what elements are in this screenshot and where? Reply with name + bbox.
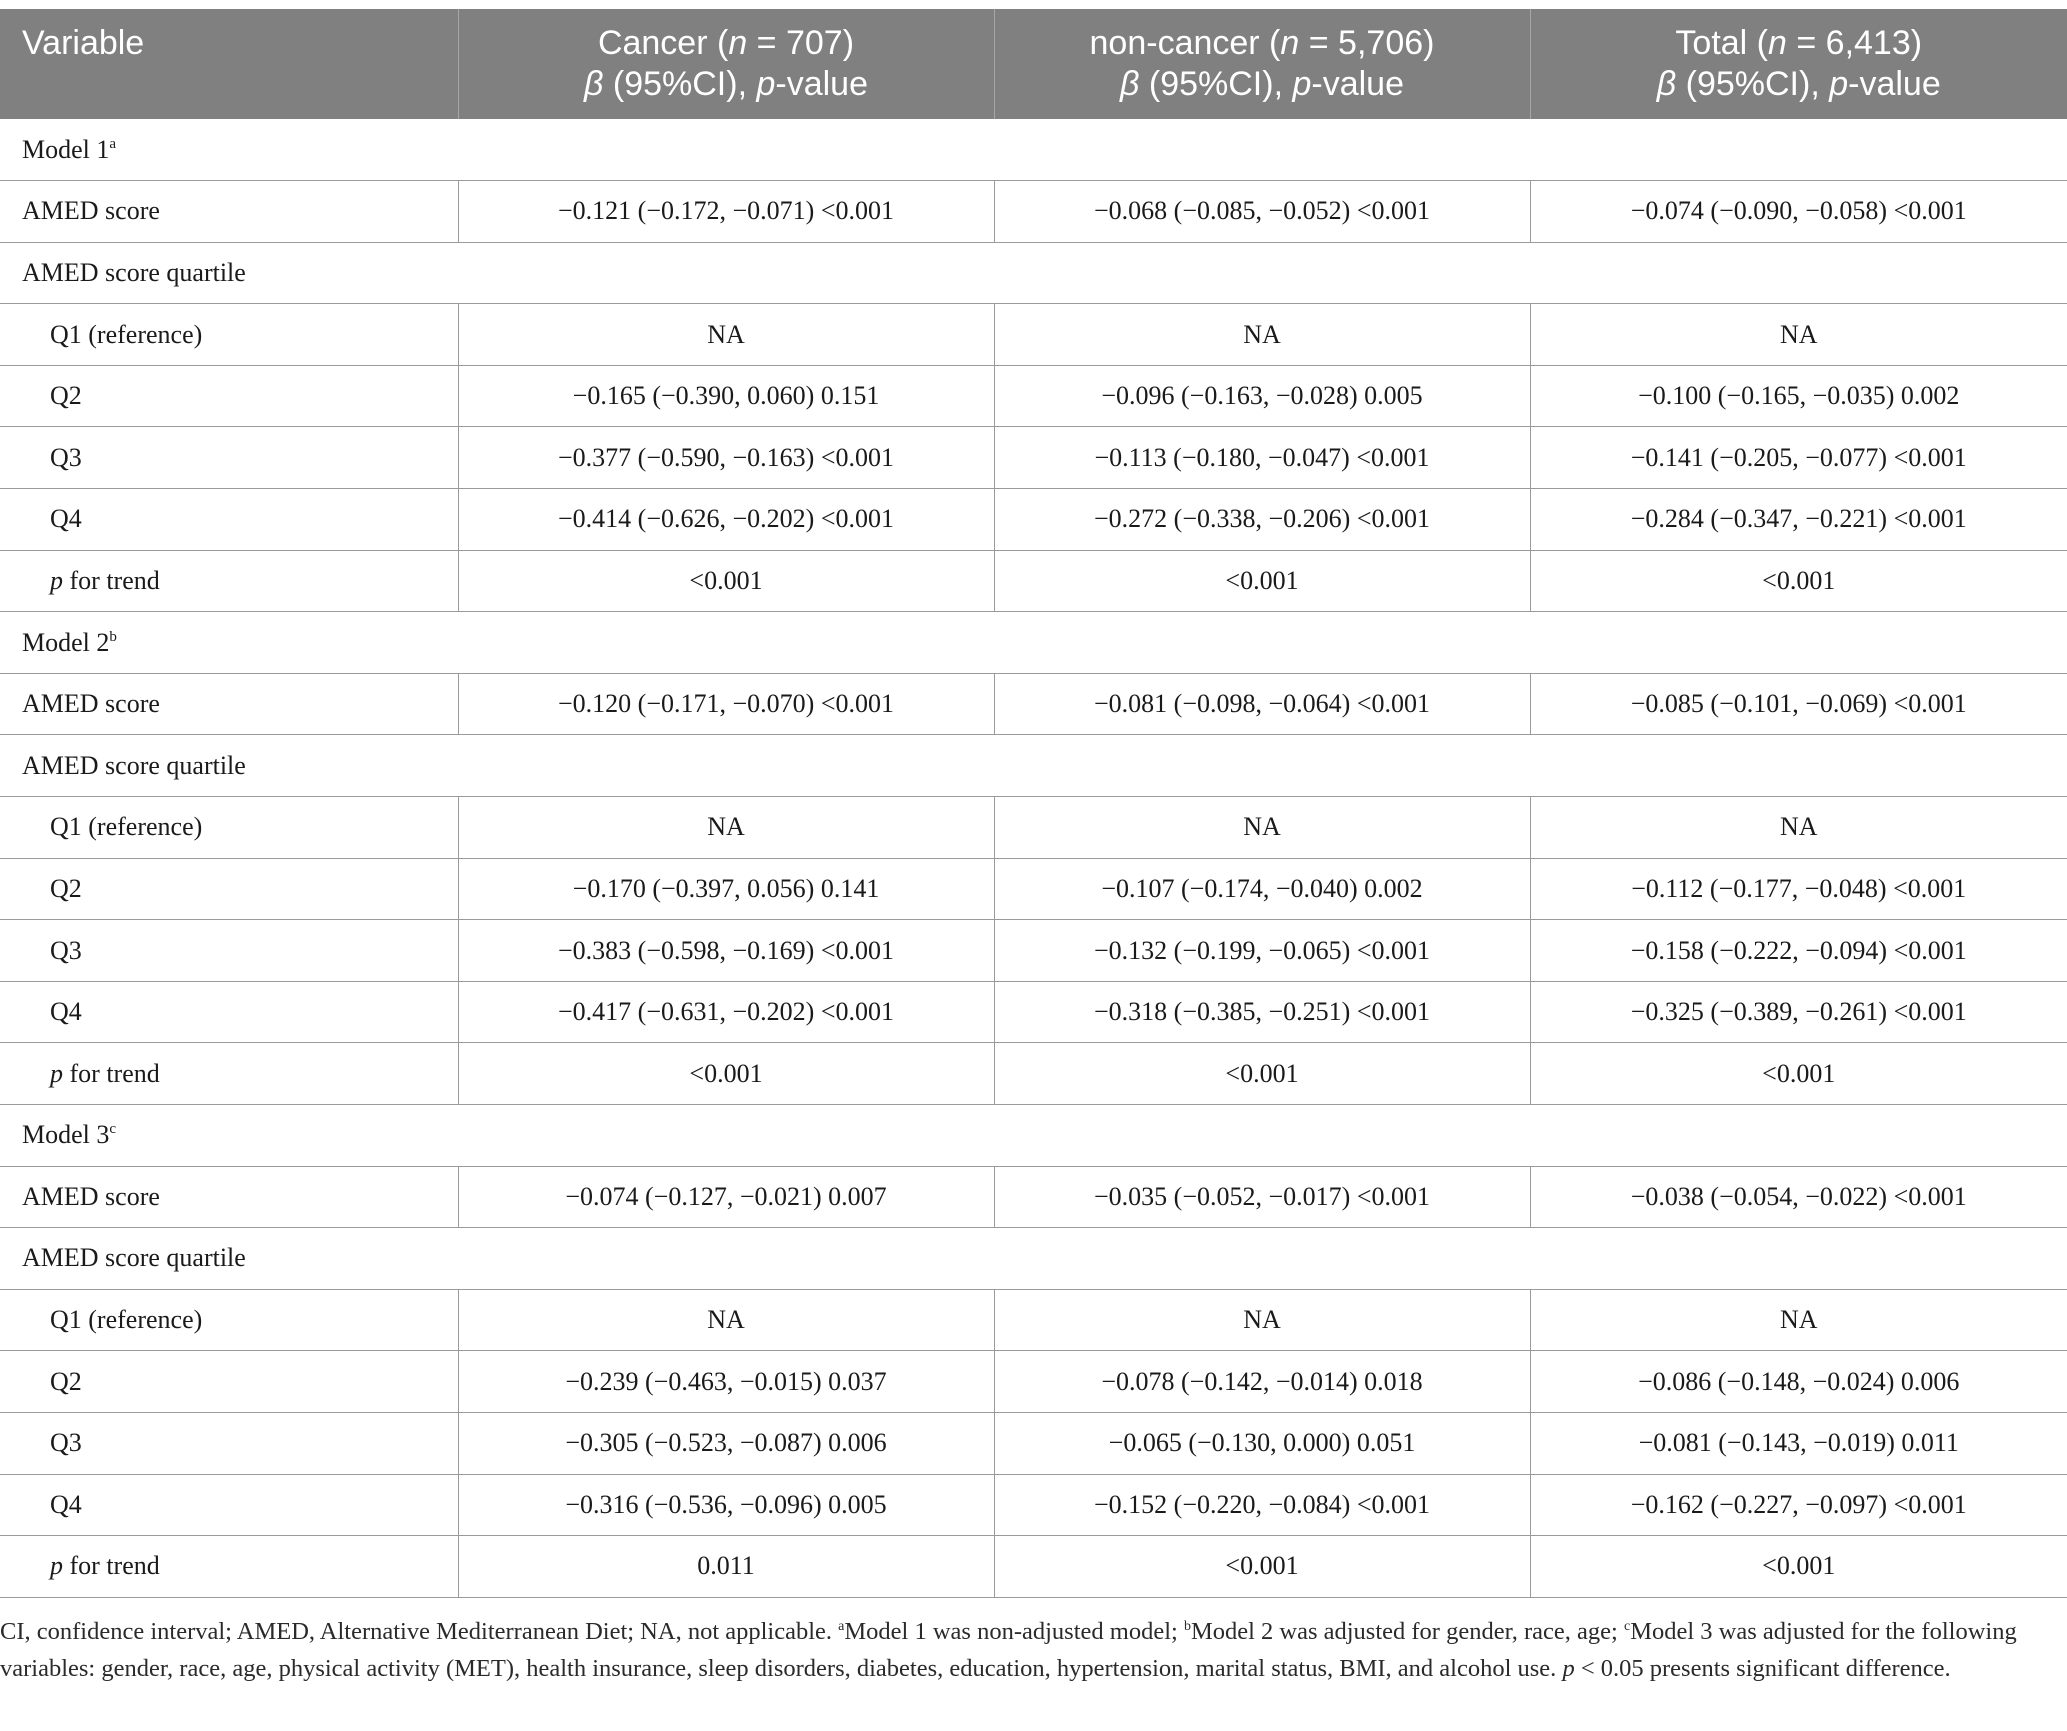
cell-non-cancer: −0.065 (−0.130, 0.000) 0.051: [994, 1412, 1530, 1474]
cell-cancer: −0.165 (−0.390, 0.060) 0.151: [458, 365, 994, 427]
row-label-text: Q3: [50, 1428, 82, 1458]
table-row: [0, 1412, 2067, 1474]
table-row: [0, 981, 2067, 1043]
section-label-text: Model 3: [22, 1120, 110, 1150]
cell-non-cancer: −0.132 (−0.199, −0.065) <0.001: [994, 920, 1530, 982]
section-row: [0, 735, 2067, 797]
section-label: [0, 1105, 2067, 1167]
footnote-italic: p: [1562, 1655, 1575, 1682]
row-label-text: Q1 (reference): [50, 1305, 203, 1335]
row-label-text: Q3: [50, 442, 82, 472]
cell-non-cancer: −0.096 (−0.163, −0.028) 0.005: [994, 365, 1530, 427]
cell-total: −0.141 (−0.205, −0.077) <0.001: [1530, 427, 2067, 489]
row-label-text: Q4: [50, 504, 82, 534]
row-label: [0, 920, 458, 982]
cell-non-cancer: <0.001: [994, 1536, 1530, 1598]
cell-non-cancer: −0.272 (−0.338, −0.206) <0.001: [994, 489, 1530, 551]
row-label: [0, 1412, 458, 1474]
footnote-marker: c: [109, 1121, 117, 1138]
section-label-text: Model 1: [22, 134, 110, 164]
row-label-text: for trend: [63, 1058, 160, 1088]
row-label-text: AMED score: [22, 196, 160, 226]
header-non-cancer: non-cancer (n = 5,706) β (95%CI), p-value: [994, 9, 1530, 119]
cell-cancer: −0.120 (−0.171, −0.070) <0.001: [458, 673, 994, 735]
table-row: [0, 1351, 2067, 1413]
section-label: [0, 612, 2067, 674]
cell-total: NA: [1530, 304, 2067, 366]
footnote-text: < 0.05 presents significant difference.: [1574, 1655, 1951, 1682]
section-row: [0, 242, 2067, 304]
cell-non-cancer: <0.001: [994, 550, 1530, 612]
cell-cancer: −0.417 (−0.631, −0.202) <0.001: [458, 981, 994, 1043]
header-cancer: Cancer (n = 707) β (95%CI), p-value: [458, 9, 994, 119]
footnote-marker: c: [1623, 1619, 1631, 1634]
header-variable: Variable: [0, 9, 458, 119]
row-label-text: AMED score: [22, 1181, 160, 1211]
table-row: [0, 1043, 2067, 1105]
cell-cancer: −0.074 (−0.127, −0.021) 0.007: [458, 1166, 994, 1228]
section-label: [0, 242, 2067, 304]
row-label: [0, 673, 458, 735]
cell-total: <0.001: [1530, 1536, 2067, 1598]
cell-non-cancer: NA: [994, 1289, 1530, 1351]
table-row: [0, 427, 2067, 489]
cell-total: −0.162 (−0.227, −0.097) <0.001: [1530, 1474, 2067, 1536]
row-label: [0, 1166, 458, 1228]
cell-cancer: −0.414 (−0.626, −0.202) <0.001: [458, 489, 994, 551]
row-label-text: Q4: [50, 1489, 82, 1519]
cell-total: <0.001: [1530, 1043, 2067, 1105]
footnote-text: Model 1 was non-adjusted model;: [844, 1618, 1184, 1645]
cell-cancer: <0.001: [458, 1043, 994, 1105]
cell-non-cancer: −0.035 (−0.052, −0.017) <0.001: [994, 1166, 1530, 1228]
table-body: [0, 119, 2067, 1597]
cell-cancer: −0.305 (−0.523, −0.087) 0.006: [458, 1412, 994, 1474]
row-label-text: AMED score: [22, 689, 160, 719]
row-label-italic: p: [50, 1058, 63, 1088]
section-label-text: AMED score quartile: [22, 257, 246, 287]
row-label-text: Q1 (reference): [50, 319, 203, 349]
section-label: [0, 119, 2067, 181]
row-label-text: Q2: [50, 1366, 82, 1396]
cell-non-cancer: −0.081 (−0.098, −0.064) <0.001: [994, 673, 1530, 735]
cell-cancer: −0.383 (−0.598, −0.169) <0.001: [458, 920, 994, 982]
row-label-text: Q2: [50, 873, 82, 903]
row-label: [0, 858, 458, 920]
table-row: [0, 1474, 2067, 1536]
cell-non-cancer: −0.107 (−0.174, −0.040) 0.002: [994, 858, 1530, 920]
cell-total: NA: [1530, 797, 2067, 859]
cell-cancer: −0.121 (−0.172, −0.071) <0.001: [458, 181, 994, 243]
table-row: [0, 858, 2067, 920]
footnote-marker: a: [109, 135, 117, 152]
cell-total: −0.081 (−0.143, −0.019) 0.011: [1530, 1412, 2067, 1474]
cell-cancer: <0.001: [458, 550, 994, 612]
cell-cancer: −0.170 (−0.397, 0.056) 0.141: [458, 858, 994, 920]
header-row: [0, 9, 2067, 119]
cell-non-cancer: −0.318 (−0.385, −0.251) <0.001: [994, 981, 1530, 1043]
table-header: [0, 9, 2067, 119]
section-label-text: Model 2: [22, 627, 110, 657]
table-row: [0, 1536, 2067, 1598]
section-label-text: AMED score quartile: [22, 750, 246, 780]
table-row: [0, 181, 2067, 243]
table-row: [0, 550, 2067, 612]
section-label-text: AMED score quartile: [22, 1243, 246, 1273]
cell-total: NA: [1530, 1289, 2067, 1351]
row-label: [0, 981, 458, 1043]
row-label: [0, 1536, 458, 1598]
cell-total: −0.074 (−0.090, −0.058) <0.001: [1530, 181, 2067, 243]
row-label-text: Q1 (reference): [50, 812, 203, 842]
row-label-text: for trend: [63, 565, 160, 595]
section-row: [0, 612, 2067, 674]
cell-cancer: −0.377 (−0.590, −0.163) <0.001: [458, 427, 994, 489]
header-total: Total (n = 6,413) β (95%CI), p-value: [1656, 24, 1941, 103]
cell-total: −0.100 (−0.165, −0.035) 0.002: [1530, 365, 2067, 427]
section-label: [0, 735, 2067, 797]
footnote-marker: a: [838, 1619, 845, 1634]
cell-total: <0.001: [1530, 550, 2067, 612]
cell-total: −0.284 (−0.347, −0.221) <0.001: [1530, 489, 2067, 551]
cell-non-cancer: NA: [994, 304, 1530, 366]
row-label: [0, 365, 458, 427]
cell-cancer: 0.011: [458, 1536, 994, 1598]
section-row: [0, 1105, 2067, 1167]
results-table: [0, 9, 2067, 1598]
cell-cancer: −0.316 (−0.536, −0.096) 0.005: [458, 1474, 994, 1536]
row-label: [0, 550, 458, 612]
table-row: [0, 489, 2067, 551]
footnote-text: Model 3 was adjusted for the following variables: gender, race, age, physical activity (MET), health insurance, sleep disorders, diabetes, education, hypertension, marital status, BMI, and alcohol use.: [0, 1618, 2017, 1682]
cell-non-cancer: NA: [994, 797, 1530, 859]
cell-cancer: −0.239 (−0.463, −0.015) 0.037: [458, 1351, 994, 1413]
footnote-marker: b: [1183, 1619, 1191, 1634]
table-row: [0, 797, 2067, 859]
row-label: [0, 1474, 458, 1536]
row-label: [0, 489, 458, 551]
cell-total: −0.158 (−0.222, −0.094) <0.001: [1530, 920, 2067, 982]
cell-non-cancer: −0.068 (−0.085, −0.052) <0.001: [994, 181, 1530, 243]
row-label-italic: p: [50, 565, 63, 595]
table-footnote: [0, 1613, 2050, 1687]
cell-total: −0.086 (−0.148, −0.024) 0.006: [1530, 1351, 2067, 1413]
row-label-text: Q2: [50, 381, 82, 411]
cell-non-cancer: <0.001: [994, 1043, 1530, 1105]
cell-total: −0.325 (−0.389, −0.261) <0.001: [1530, 981, 2067, 1043]
table-row: [0, 920, 2067, 982]
row-label-text: Q4: [50, 997, 82, 1027]
cell-cancer: NA: [458, 304, 994, 366]
table-row: [0, 673, 2067, 735]
cell-total: −0.112 (−0.177, −0.048) <0.001: [1530, 858, 2067, 920]
cell-non-cancer: −0.152 (−0.220, −0.084) <0.001: [994, 1474, 1530, 1536]
row-label-text: for trend: [63, 1551, 160, 1581]
row-label: [0, 797, 458, 859]
cell-non-cancer: −0.078 (−0.142, −0.014) 0.018: [994, 1351, 1530, 1413]
row-label: [0, 304, 458, 366]
section-label: [0, 1228, 2067, 1290]
footnote-marker: b: [109, 628, 117, 645]
table-row: [0, 1166, 2067, 1228]
section-row: [0, 119, 2067, 181]
row-label: [0, 181, 458, 243]
table-row: [0, 365, 2067, 427]
row-label: [0, 427, 458, 489]
table-row: [0, 1289, 2067, 1351]
footnote-text: Model 2 was adjusted for gender, race, age;: [1190, 1618, 1624, 1645]
cell-non-cancer: −0.113 (−0.180, −0.047) <0.001: [994, 427, 1530, 489]
row-label-text: Q3: [50, 935, 82, 965]
row-label: [0, 1043, 458, 1105]
cell-total: −0.085 (−0.101, −0.069) <0.001: [1530, 673, 2067, 735]
table-row: [0, 304, 2067, 366]
cell-cancer: NA: [458, 1289, 994, 1351]
cell-cancer: NA: [458, 797, 994, 859]
section-row: [0, 1228, 2067, 1290]
cell-total: −0.038 (−0.054, −0.022) <0.001: [1530, 1166, 2067, 1228]
row-label-italic: p: [50, 1551, 63, 1581]
row-label: [0, 1351, 458, 1413]
row-label: [0, 1289, 458, 1351]
footnote-text: CI, confidence interval; AMED, Alternative Mediterranean Diet; NA, not applicable.: [0, 1618, 839, 1645]
